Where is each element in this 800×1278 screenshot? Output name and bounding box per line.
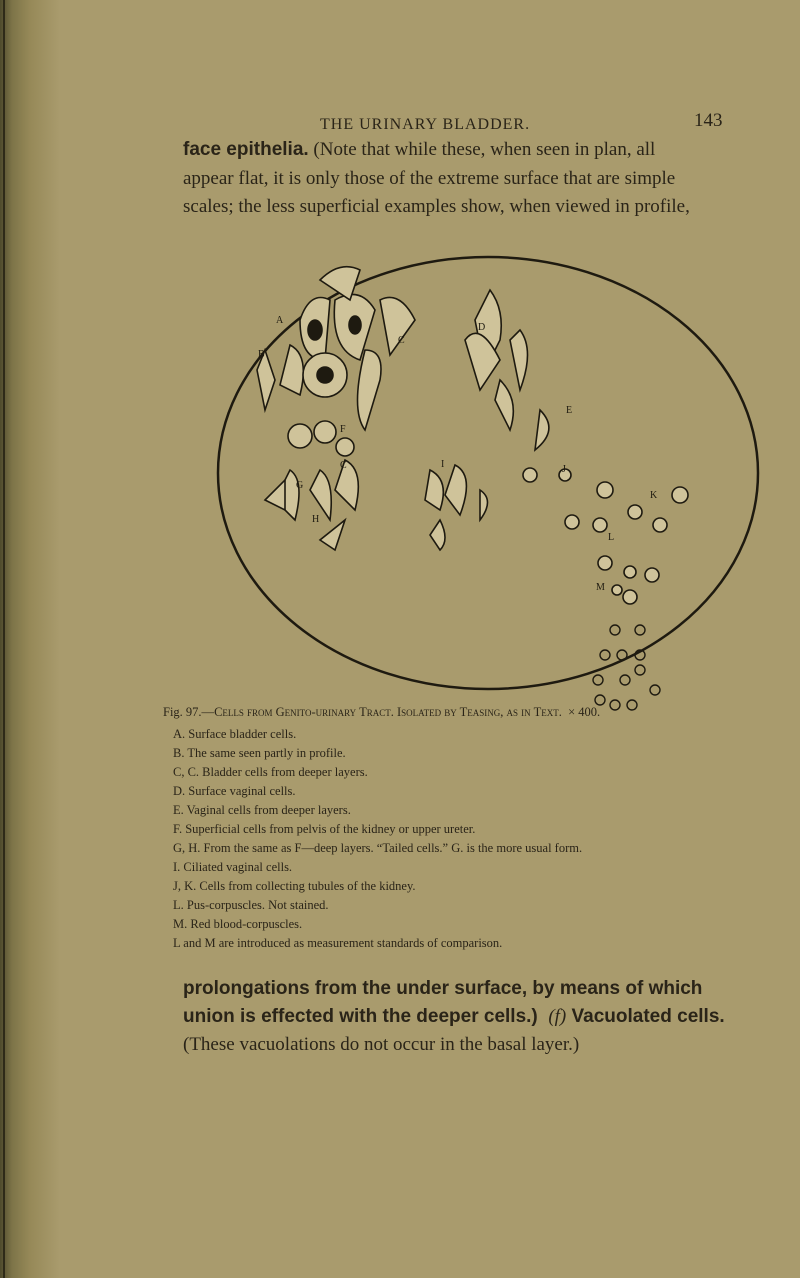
figure-label-l: L [608, 532, 615, 543]
legend-item: J, K. Cells from collecting tubules of the kidney. [173, 879, 416, 893]
paragraph-line: appear flat, it is only those of the extreme surface that are simple [183, 168, 676, 189]
figure-label-e: E [566, 405, 573, 416]
legend-item: D. Surface vaginal cells. [173, 784, 296, 798]
caption-title: Cells from Genito-urinary Tract. Isolated by Teasing, as in Text. [214, 705, 562, 719]
figure-label-g: G [296, 480, 304, 491]
figure-label-a: A [276, 315, 284, 326]
cell-drawings [257, 267, 688, 604]
figure-number: Fig. 97.— [163, 705, 215, 719]
legend-item: B. The same seen partly in profile. [173, 746, 346, 760]
legend-item: L and M are introduced as measurement standards of comparison. [173, 936, 503, 950]
item-marker: (f) [548, 1006, 567, 1027]
paragraph-line: prolongations from the under surface, by means of which [183, 978, 703, 999]
figure-label-m: M [596, 582, 605, 593]
legend-item: E. Vaginal cells from deeper layers. [173, 803, 351, 817]
figure-label-d: D [478, 322, 486, 333]
figure-label-i: I [441, 459, 445, 470]
running-header: THE URINARY BLADDER. [320, 116, 531, 133]
legend-item: G, H. From the same as F—deep layers. “Tailed cells.” G. is the more usual form. [173, 841, 583, 855]
legend-item: I. Ciliated vaginal cells. [173, 860, 293, 874]
paragraph-line: scales; the less superficial examples show, when viewed in profile, [183, 196, 690, 217]
paragraph-line [183, 1006, 770, 1028]
text: (Note that while these, when seen in plan, all [308, 139, 656, 160]
figure-label-k: K [650, 490, 658, 501]
figure-label-b: B [258, 349, 265, 360]
paragraph-line: (These vacuolations do not occur in the basal layer.) [183, 1034, 580, 1055]
legend-item: M. Red blood-corpuscles. [173, 917, 303, 931]
figure-caption [163, 705, 770, 720]
page-number: 143 [694, 110, 723, 131]
text: union is effected with the deeper cells.) [183, 1006, 538, 1027]
figure-label-j: J [562, 464, 566, 475]
figure-label-f: F [340, 424, 346, 435]
text: Vacuolated cells. [571, 1006, 725, 1027]
legend-item: L. Pus-corpuscles. Not stained. [173, 898, 329, 912]
lead-term: face epithelia. [183, 139, 309, 160]
figure-label-c2: C [340, 460, 347, 471]
legend-item: F. Superficial cells from pelvis of the kidney or upper ureter. [173, 822, 476, 836]
legend-item: C, C. Bladder cells from deeper layers. [173, 765, 368, 779]
magnification: × 400. [568, 705, 601, 719]
figure-label-c: C [398, 335, 405, 346]
legend-item: A. Surface bladder cells. [173, 727, 297, 741]
figure-label-h: H [312, 514, 320, 525]
